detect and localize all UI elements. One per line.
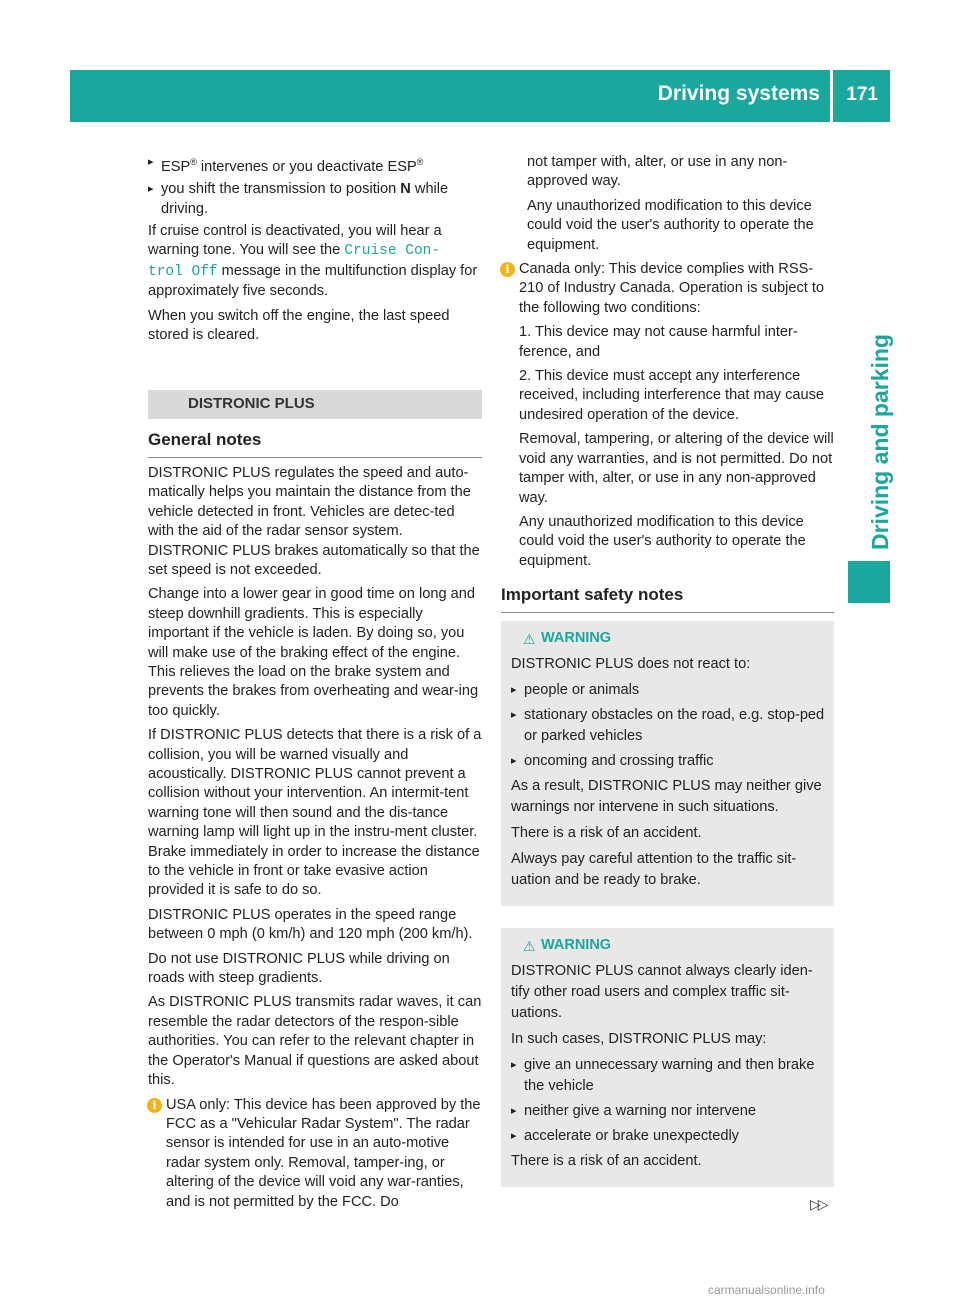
list-item: ▸ you shift the transmission to position N while driving.	[148, 180, 482, 219]
info-icon: i	[500, 262, 515, 277]
warning-title: ⚠ WARNING	[527, 936, 828, 955]
paragraph: Any unauthorized modification to this device could void the user's authority to operate the equipment.	[527, 197, 814, 253]
header-bar	[70, 70, 890, 122]
next-page-icon: ▷▷	[810, 1196, 826, 1212]
warning-icon: ⚠	[523, 630, 536, 647]
paragraph: As DISTRONIC PLUS transmits radar waves, it can resemble the radar detectors of the respon-sible authorities. You can refer to the relevant chapter in the Operator's Manual if questions are asked about this.	[148, 994, 482, 1089]
info-note: i USA only: This device has been approved by the FCC as a "Vehicular Radar System". The radar sensor is intended for use in an auto-motive radar system only. Removal, tamper-ing, or altering of the device will void any war-ranties, and is not permitted by the FCC. Do	[148, 1096, 482, 1212]
paragraph: Change into a lower gear in good time on long and steep downhill gradients. This is especially important if the vehicle is laden. By doing so, you will make use of the braking effect of the engine. This relieves the load on the brake system and prevents the brakes from overheating and wear-ing too quickly.	[148, 586, 479, 719]
side-tab-marker	[848, 561, 890, 603]
warning-box: ⚠ WARNING DISTRONIC PLUS cannot always clearly iden-tify other road users and complex traffic sit-uations. In such cases, DISTRONIC PLUS may: ▸ give an unnecessary warning and then brake the vehicle ▸ neither give a warning nor intervene ▸ accelerate or brake unexpectedly There is a risk of an accident.	[501, 928, 834, 1187]
list-item: ▸ oncoming and crossing traffic	[511, 751, 828, 772]
paragraph: Do not use DISTRONIC PLUS while driving on roads with steep gradients.	[148, 950, 450, 987]
subheading: Important safety notes	[501, 585, 834, 612]
list-item: ▸ give an unnecessary warning and then brake the vehicle	[511, 1055, 828, 1097]
warning-icon: ⚠	[523, 937, 536, 954]
watermark: carmanualsonline.info	[708, 1283, 825, 1297]
section-header: DISTRONIC PLUS	[148, 390, 482, 419]
left-column	[148, 153, 482, 1217]
paragraph: If DISTRONIC PLUS detects that there is a risk of a collision, you will be warned visually and acoustically. DISTRONIC PLUS cannot prevent a collision without your intervention. An intermit-tent warning tone will then sound and the dis-tance warning lamp will light up in the instru-ment cluster. Brake immediately in order to increase the distance to the vehicle in front or take evasive action provided it is safe to do so.	[148, 727, 482, 899]
display-message: Cruise Con‐ trol Off	[148, 243, 441, 280]
right-column	[501, 153, 834, 1187]
header-title: Driving systems	[657, 82, 820, 105]
paragraph: not tamper with, alter, or use in any non-approved way.	[527, 154, 788, 190]
warning-title: ⚠ WARNING	[527, 629, 828, 648]
side-tab	[845, 300, 893, 550]
list-item: ▸ people or animals	[511, 680, 828, 701]
list-item: ▸ ESP® intervenes or you deactivate ESP®	[148, 153, 482, 177]
subheading: General notes	[148, 430, 482, 458]
list-item: ▸ neither give a warning nor intervene	[511, 1101, 828, 1122]
side-tab-label: Driving and parking	[867, 334, 893, 550]
page-number: 171	[846, 84, 878, 105]
header-divider	[830, 70, 833, 122]
info-note: i Canada only: This device complies with RSS-210 of Industry Canada. Operation is subject to the following two conditions: 1. This device may not cause harmful inter-ference, and 2. This device must accept any interference received, including interference that may cause undesired operation of the device. Removal, tampering, or altering of the device will void any warranties, and is not permitted. Do not tamper with, alter, or use in any non-approved way. Any unauthorized modification to this device could void the user's authority to operate the equipment.	[501, 260, 834, 571]
paragraph: If cruise control is deactivated, you will hear a warning tone. You will see the Cruise Con‐ trol Off message in the multifunction display for approximately five seconds.	[148, 223, 478, 300]
info-icon: i	[147, 1098, 162, 1113]
paragraph: When you switch off the engine, the last speed stored is cleared.	[148, 307, 450, 344]
paragraph: DISTRONIC PLUS regulates the speed and auto-matically helps you maintain the distance from the vehicle detected in front. Vehicles are detec-ted with the aid of the radar sensor system. DISTRONIC PLUS brakes automatically so that the set speed is not exceeded.	[148, 464, 480, 578]
list-item: ▸ accelerate or brake unexpectedly	[511, 1126, 828, 1147]
paragraph: DISTRONIC PLUS operates in the speed range between 0 mph (0 km/h) and 120 mph (200 km/h).	[148, 906, 473, 943]
list-item: ▸ stationary obstacles on the road, e.g. stop-ped or parked vehicles	[511, 705, 828, 747]
warning-box: ⚠ WARNING DISTRONIC PLUS does not react to: ▸ people or animals ▸ stationary obstacles on the road, e.g. stop-ped or parked vehicles ▸ oncoming and crossing traffic As a result, DISTRONIC PLUS may neither give warnings nor intervene in such situations. There is a risk of an accident. Always pay careful attention to the traffic sit-uation and be ready to brake.	[501, 621, 834, 906]
